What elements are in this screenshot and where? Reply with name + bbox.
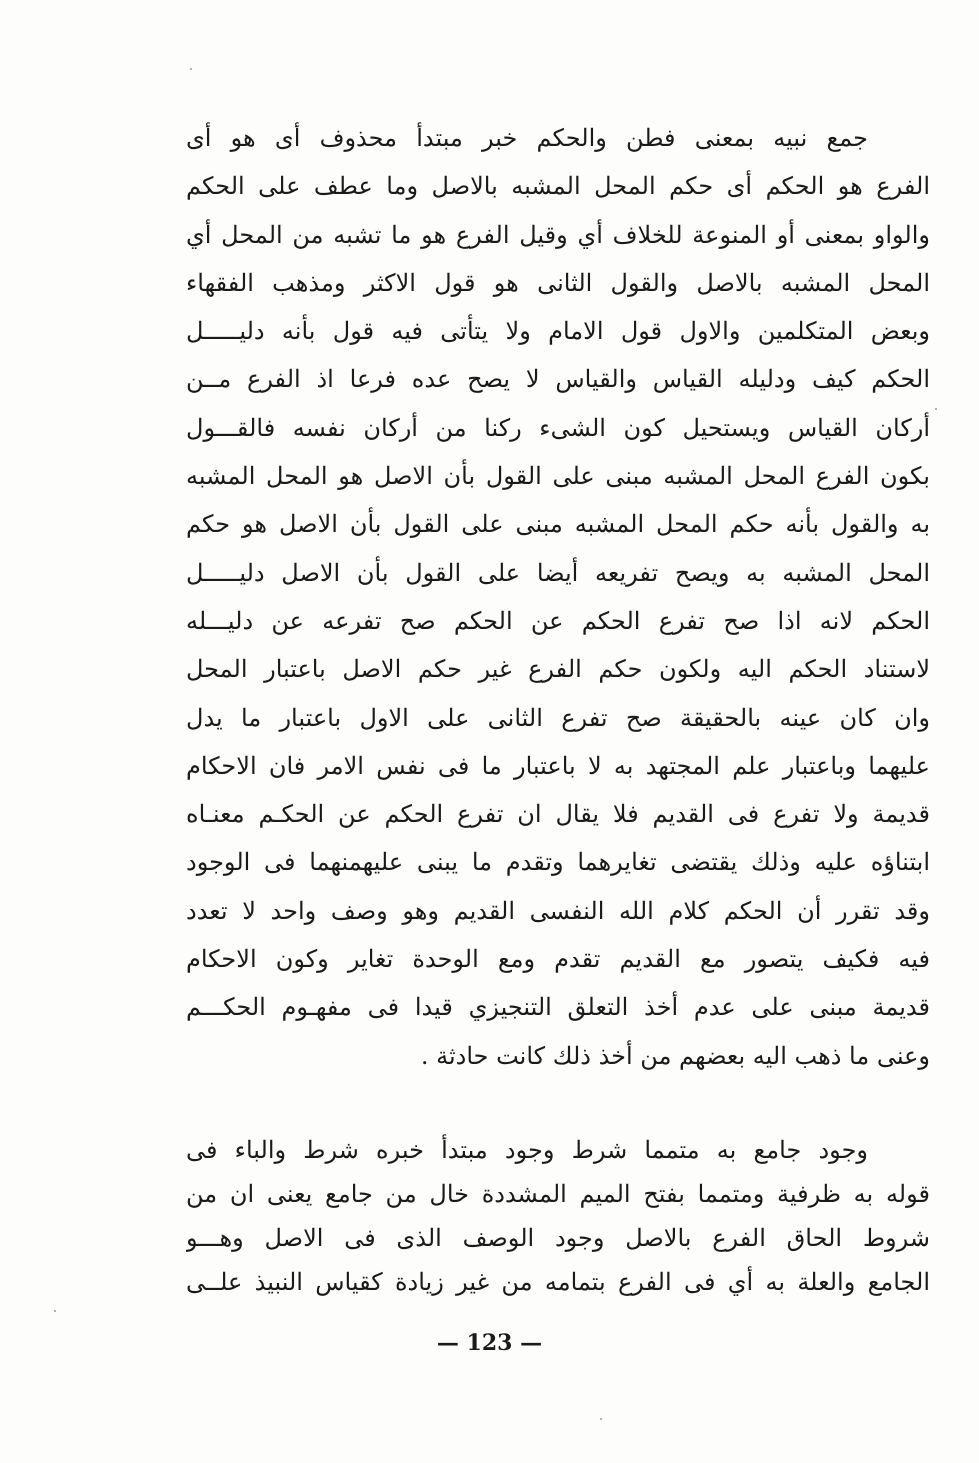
scan-speck — [190, 68, 192, 70]
text-line: شروط الحاق الفرع بالاصل وجود الوصف الذى فى الاصل وهـــو — [186, 1224, 930, 1252]
text-line: المحل المشبه به ويصح تفريعه أيضا على القول بأن الاصل دليـــــل — [186, 558, 930, 587]
text-line: الفرع هو الحكم أى حكم المحل المشبه بالاصل وما عطف على الحكم — [186, 172, 930, 201]
scan-speck — [935, 408, 937, 410]
text-line: المحل المشبه بالاصل والقول الثانى هو قول الاكثر ومذهب الفقهاء — [186, 268, 930, 297]
text-line: وجود جامع به متمما شرط وجود مبتدأ خبره شرط والباء فى — [186, 1136, 868, 1164]
scan-speck — [600, 1418, 602, 1420]
text-line: الحكم لانه اذا صح تفرع الحكم عن الحكم صح تفرعه عن دليـــله — [186, 606, 930, 635]
text-line: قوله به ظرفية ومتمما بفتح الميم المشددة خال من جامع يعنى ان من — [186, 1180, 930, 1208]
text-line: وعنى ما ذهب اليه بعضهم من أخذ ذلك كانت حادثة . — [420, 1041, 930, 1070]
text-line: والواو بمعنى أو المنوعة للخلاف أي وقيل الفرع هو ما تشبه من المحل أي — [186, 220, 930, 249]
page-number: — 123 — — [436, 1330, 543, 1356]
body-paragraph-1 — [186, 114, 930, 1080]
scan-speck — [54, 1310, 56, 1312]
text-line: وقد تقرر أن الحكم كلام الله النفسى القديم وهو وصف واحد لا تعدد — [186, 896, 930, 925]
text-line: ابتناؤه عليه وذلك يقتضى تغايرهما وتقدم ما يبنى عليهمنهما فى الوجود — [186, 848, 930, 877]
text-line: الجامع والعلة به أي فى الفرع بتمامه من غير زيادة كقياس النبيذ علــى — [186, 1268, 930, 1296]
text-line: أركان القياس ويستحيل كون الشىء ركنا من أركان نفسه فالقـــول — [186, 413, 930, 442]
text-line: عليهما وباعتبار علم المجتهد به لا باعتبار ما فى نفس الامر فان الاحكام — [186, 751, 930, 780]
text-line: وان كان عينه بالحقيقة صح تفرع الثانى على الاول باعتبار ما يدل — [186, 703, 930, 732]
text-line: به والقول بأنه حكم المحل المشبه مبنى على القول بأن الاصل هو حكم — [186, 510, 930, 539]
text-line: جمع نبيه بمعنى فطن والحكم خبر مبتدأ محذوف أى هو أى — [186, 124, 868, 152]
text-line: وبعض المتكلمين والاول قول الامام ولا يتأتى فيه قول بأنه دليـــــل — [186, 317, 930, 346]
text-line: قديمة مبنى على عدم أخذ التعلق التنجيزي قيدا فى مفهـوم الحكـــم — [186, 993, 930, 1022]
text-line: بكون الفرع المحل المشبه مبنى على القول بأن الاصل هو المحل المشبه — [186, 462, 930, 491]
body-paragraph-2 — [186, 1128, 930, 1304]
text-line: فيه فكيف يتصور مع القديم تقدم ومع الوحدة تغاير وكون الاحكام — [186, 945, 930, 974]
text-line: لاستناد الحكم اليه ولكون حكم الفرع غير حكم الاصل باعتبار المحل — [186, 655, 930, 684]
text-line: الحكم كيف ودليله القياس والقياس لا يصح عده فرعا اذ الفرع مــن — [186, 365, 930, 394]
text-line: قديمة ولا تفرع فى القديم فلا يقال ان تفرع الحكم عن الحكـم معنـاه — [186, 800, 930, 829]
